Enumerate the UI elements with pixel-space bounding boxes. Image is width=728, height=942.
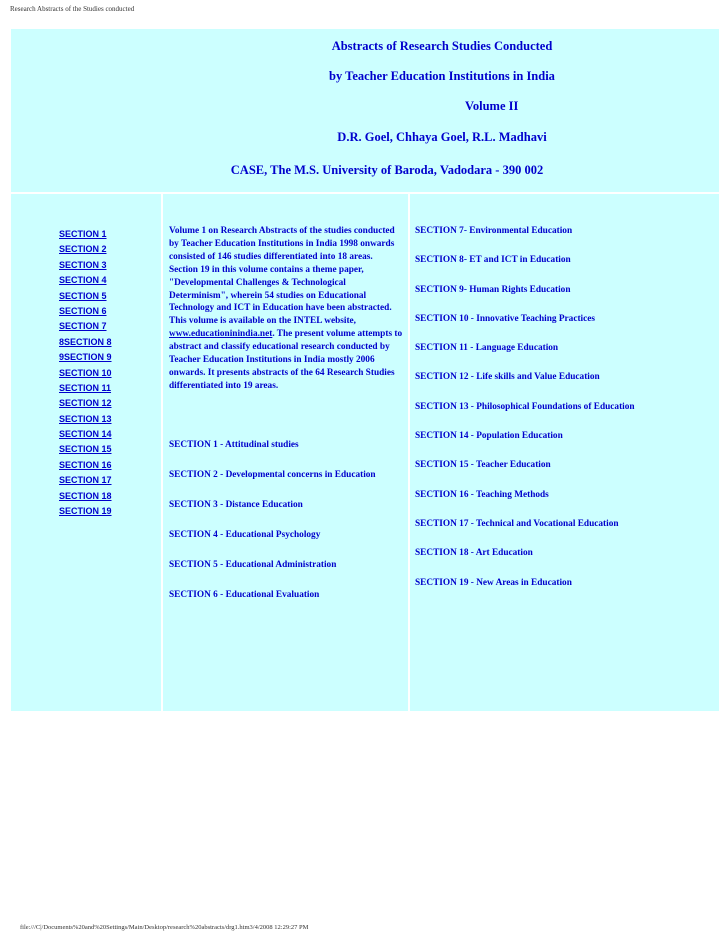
section-title: SECTION 17 - Technical and Vocational Education bbox=[415, 518, 619, 529]
title-block bbox=[11, 29, 719, 192]
nav-item bbox=[59, 317, 112, 332]
authors: D.R. Goel, Chhaya Goel, R.L. Madhavi bbox=[337, 130, 547, 144]
section-title: SECTION 19 - New Areas in Education bbox=[415, 577, 572, 588]
section-link[interactable]: SECTION 16 bbox=[59, 459, 112, 470]
section-nav bbox=[11, 194, 161, 711]
section-title: SECTION 14 - Population Education bbox=[415, 431, 563, 442]
section-link[interactable]: SECTION 4 bbox=[59, 275, 107, 286]
section-link[interactable]: SECTION 10 bbox=[59, 367, 112, 378]
nav-item bbox=[59, 410, 112, 425]
section-title: SECTION 3 - Distance Education bbox=[169, 499, 303, 510]
page-subtitle: by Teacher Education Institutions in India bbox=[329, 69, 555, 83]
nav-item bbox=[59, 256, 112, 271]
website-link[interactable]: www.educationinindia.net bbox=[169, 329, 273, 340]
nav-item bbox=[59, 302, 112, 317]
nav-item bbox=[59, 456, 112, 471]
intro-text-1: Volume 1 on Research Abstracts of the studies conducted by Teacher Education Institutions in India 1998 onwards consisted of 146 studies differentiated into 18 areas. Section 19 in this volume contains a theme paper, "Developmental Challenges & Technological Determinism", wherein 54 studies on Educational Technology and ICT in Education have been abstracted. This volume is available on the INTEL website, bbox=[169, 226, 395, 327]
section-title: SECTION 15 - Teacher Education bbox=[415, 460, 551, 471]
section-title: SECTION 8- ET and ICT in Education bbox=[415, 255, 571, 266]
nav-item bbox=[59, 240, 112, 255]
page-title: Abstracts of Research Studies Conducted bbox=[331, 39, 553, 53]
section-link[interactable]: SECTION 5 bbox=[59, 290, 107, 301]
section-link[interactable]: SECTION 15 bbox=[59, 444, 112, 455]
nav-item bbox=[59, 333, 112, 348]
print-header: Research Abstracts of the Studies conducted bbox=[10, 5, 135, 13]
institution: CASE, The M.S. University of Baroda, Vadodara - 390 002 bbox=[230, 163, 544, 177]
section-link[interactable]: SECTION 19 bbox=[59, 506, 112, 517]
nav-item bbox=[59, 394, 112, 409]
section-title: SECTION 16 - Teaching Methods bbox=[415, 489, 549, 500]
section-title: SECTION 9- Human Rights Education bbox=[415, 284, 571, 295]
section-title: SECTION 7- Environmental Education bbox=[415, 226, 573, 236]
intro-column bbox=[163, 194, 408, 711]
section-link[interactable]: 8SECTION 8 bbox=[59, 336, 112, 347]
section-list-left bbox=[169, 439, 403, 618]
nav-item bbox=[59, 440, 112, 455]
section-link[interactable]: SECTION 12 bbox=[59, 398, 112, 409]
intro-text-2: . The present volume attempts to abstract and classify educational research conducted by Teacher Education Institutions in India mostly 2006 onwards. It presents abstracts of the 64 Research Studies differentiated into 19 areas. bbox=[169, 329, 403, 391]
section-link[interactable]: SECTION 14 bbox=[59, 429, 112, 440]
section-nav-list bbox=[59, 225, 112, 517]
nav-item bbox=[59, 348, 112, 363]
section-link[interactable]: SECTION 11 bbox=[59, 382, 112, 393]
content-table bbox=[10, 28, 720, 712]
section-link[interactable]: SECTION 2 bbox=[59, 244, 107, 255]
nav-item bbox=[59, 471, 112, 486]
section-link[interactable]: SECTION 18 bbox=[59, 490, 112, 501]
nav-item bbox=[59, 379, 112, 394]
section-title: SECTION 5 - Educational Administration bbox=[169, 559, 337, 570]
nav-item bbox=[59, 225, 112, 240]
section-title: SECTION 13 - Philosophical Foundations of Education bbox=[415, 401, 635, 412]
section-link[interactable]: SECTION 6 bbox=[59, 305, 107, 316]
nav-item bbox=[59, 364, 112, 379]
section-link[interactable]: 9SECTION 9 bbox=[59, 352, 112, 363]
nav-item bbox=[59, 425, 112, 440]
intro-paragraph bbox=[169, 225, 403, 393]
sections-column bbox=[410, 194, 719, 711]
section-link[interactable]: SECTION 1 bbox=[59, 229, 107, 239]
nav-item bbox=[59, 287, 112, 302]
section-title: SECTION 1 - Attitudinal studies bbox=[169, 440, 299, 450]
section-title: SECTION 18 - Art Education bbox=[415, 548, 533, 559]
section-link[interactable]: SECTION 7 bbox=[59, 321, 107, 332]
section-link[interactable]: SECTION 3 bbox=[59, 259, 107, 270]
section-title: SECTION 6 - Educational Evaluation bbox=[169, 589, 320, 600]
nav-item bbox=[59, 487, 112, 502]
section-title: SECTION 12 - Life skills and Value Education bbox=[415, 372, 600, 383]
nav-item bbox=[59, 271, 112, 286]
section-title: SECTION 4 - Educational Psychology bbox=[169, 529, 321, 540]
section-link[interactable]: SECTION 13 bbox=[59, 413, 112, 424]
section-list-right bbox=[415, 225, 715, 606]
volume-label: Volume II bbox=[465, 99, 519, 113]
section-link[interactable]: SECTION 17 bbox=[59, 475, 112, 486]
print-footer: file:///C|/Documents%20and%20Settings/Main/Desktop/research%20abstracts/drg1.htm3/4/2008 12:29:27 PM bbox=[20, 924, 309, 931]
nav-item bbox=[59, 502, 112, 517]
section-title: SECTION 2 - Developmental concerns in Education bbox=[169, 469, 376, 480]
section-title: SECTION 10 - Innovative Teaching Practices bbox=[415, 313, 596, 324]
section-title: SECTION 11 - Language Education bbox=[415, 343, 559, 354]
